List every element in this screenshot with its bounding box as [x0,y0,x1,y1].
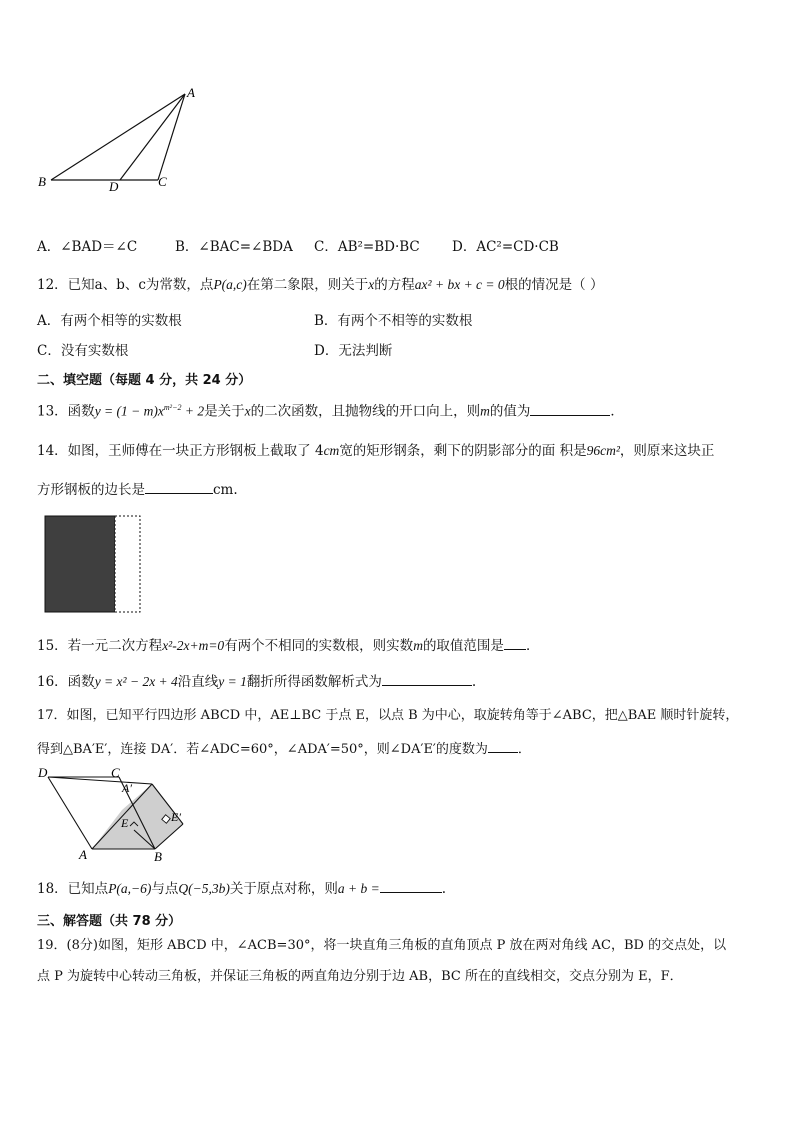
q14-answer-blank[interactable] [145,479,213,494]
q13-function: y = (1 − m)x [94,403,164,419]
q12-option-a: A．有两个相等的实数根 [37,313,182,329]
q14-line2-suffix: cm. [213,482,238,498]
q11-option-b: B．∠BAC=∠BDA [175,239,293,255]
q12-suffix: 根的情况是（ ） [504,277,604,293]
vertex-E-prime: E′ [171,810,181,824]
q16-line: y = 1 [218,674,247,689]
vertex-E: E [121,816,129,830]
q14-line2-prefix: 方形钢板的边长是 [37,482,145,498]
vertex-A-prime: A′ [122,781,132,795]
vertex-C: C [111,765,120,780]
q12-option-d: D．无法判断 [314,343,393,359]
q16-suffix: 翻折所得函数解析式为 [246,674,382,690]
q18-mid: 与点 [151,881,179,897]
q13-prefix: 13．函数 [37,403,95,420]
section-3-heading: 三、解答题（共 78 分） [37,914,182,929]
q16-prefix: 16．函数 [37,674,95,690]
q12-option-c: C．没有实数根 [37,343,129,359]
q12-option-b: B．有两个不相等的实数根 [314,313,473,329]
question-12 [37,276,603,294]
q18-point-p: P(a,−6) [108,881,152,896]
q14-unit: cm [323,443,340,458]
q15-equation: x²-2x+m=0 [162,638,225,653]
q11-option-c: C．AB²=BD·BC [314,239,420,255]
q12-equation: ax² + bx + c = 0 [414,277,505,292]
q11-option-a: A．∠BAD＝∠C [37,239,138,255]
question-18 [37,878,446,898]
q14-line1-suffix: ，则原来这块正 [619,443,715,459]
question-14-line-1 [37,442,714,460]
q16-answer-blank[interactable] [382,671,472,686]
steel-plate-figure-q14 [43,514,143,614]
q14-area: 96cm² [586,443,620,458]
question-16: 16．函数y = x² − 2x + 4沿直线y = 1翻折所得函数解析式为 . [37,671,476,691]
vertex-A: A [79,847,87,862]
q13-plus: + 2 [181,403,205,419]
question-19-line-2: 点 P 为旋转中心转动三角板，并保证三角板的两直角边分别于边 AB，BC 所在的直线相交，交点分别为 E，F． [37,969,683,984]
question-14-line-2 [37,479,238,499]
vertex-C: C [158,174,167,189]
q12-point: P(a,c) [213,277,247,292]
q15-mid: 有两个不相同的实数根，则实数 [224,638,414,654]
q13-answer-blank[interactable] [530,401,610,416]
vertex-A: A [187,85,195,100]
section-2-heading: 二、填空题（每题 4 分，共 24 分） [37,373,252,388]
q15-answer-blank[interactable] [504,635,526,650]
question-15: 15．若一元二次方程x²-2x+m=0有两个不相同的实数根，则实数m的取值范围是 ． [37,635,539,655]
vertex-D: D [109,179,119,192]
q12-var: x [368,277,375,292]
q12-prefix: 12．已知a、b、c为常数，点 [37,277,214,293]
parallelogram-figure-q17 [35,764,195,868]
q11-option-d: D．AC²=CD·CB [452,239,559,255]
q16-function: y = x² − 2x + 4 [94,674,178,689]
q18-mid2: 关于原点对称，则 [229,881,338,897]
vertex-B: B [154,849,162,864]
q13-exponent: m²−2 [163,403,182,412]
q15-var: m [413,638,423,653]
q15-prefix: 15．若一元二次方程 [37,638,163,654]
q18-expression: a + b = [337,881,380,896]
q15-suffix: 的取值范围是 [422,638,504,654]
vertex-B: B [38,174,46,189]
q13-var: x [244,403,251,419]
q13-var2: m [480,403,490,419]
q16-mid: 沿直线 [177,674,219,690]
q18-answer-blank[interactable] [380,878,442,893]
q17-answer-blank[interactable] [488,738,518,753]
vertex-D: D [38,765,48,780]
q14-line1-mid: 宽的矩形钢条，剩下的阴影部分的面 积是 [339,443,587,459]
question-17-line-2: 得到△BA′E′，连接 DA′．若∠ADC=60°，∠ADA′=50°，则∠DA′E′的度数为 ． [37,738,531,759]
q12-mid2: 的方程 [374,277,415,293]
q18-point-q: Q(−5,3b) [178,881,230,896]
q18-end: . [441,881,447,897]
question-17-line-1: 17．如图，已知平行四边形 ABCD 中，AE⊥BC 于点 E，以点 B 为中心，取旋转角等于∠ABC，把△BAE 顺时针旋转， [37,708,739,723]
q13-suffix: 的值为 [489,403,531,420]
q18-prefix: 18．已知点 [37,881,109,897]
question-19-line-1: 19．(8分)如图，矩形 ABCD 中，∠ACB=30°，将一块直角三角板的直角顶点 P 放在两对角线 AC，BD 的交点处，以 [37,938,727,953]
q13-mid2: 的二次函数，且抛物线的开口向上，则 [250,403,481,420]
q14-line1-prefix: 14．如图，王师傅在一块正方形钢板上截取了 4 [37,443,324,459]
q12-mid: 在第二象限，则关于 [246,277,369,293]
triangle-figure-q11 [30,82,210,192]
question-13: 13．函数$y = (1 - m)x^{m^2-2} + 2$是关于x的二次函数，且抛物线的开口向上，则m的值为 ． [37,399,624,421]
q13-mid: 是关于 [204,403,245,420]
q17-line2-text: 得到△BA′E′，连接 DA′．若∠ADC=60°，∠ADA′=50°，则∠DA′E′的度数为 [37,742,488,757]
